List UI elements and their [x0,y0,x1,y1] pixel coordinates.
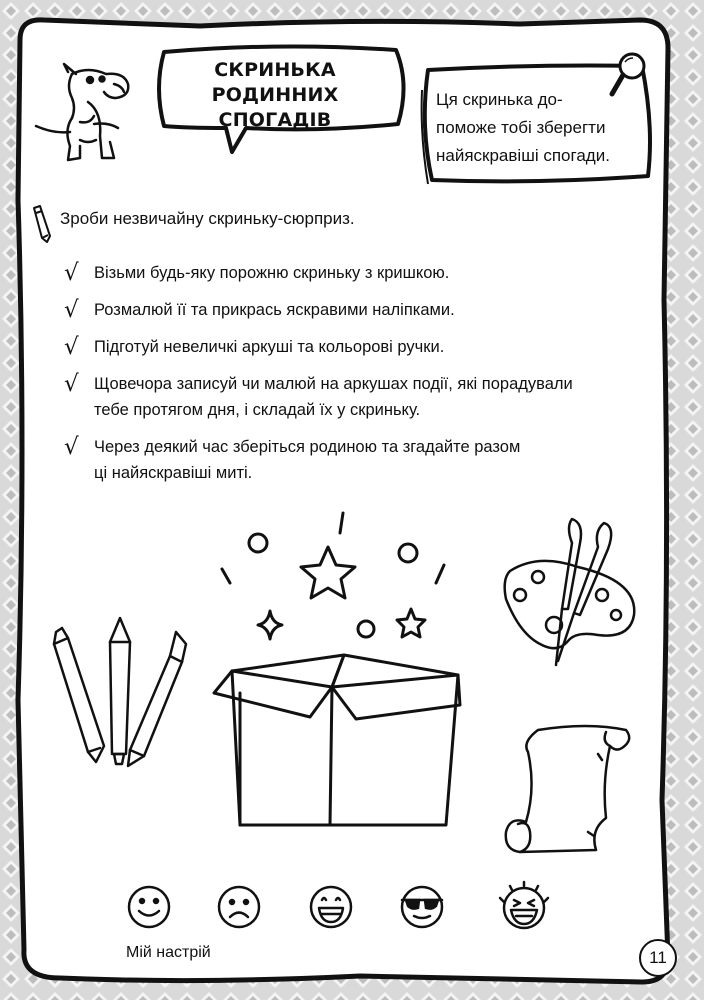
sparkle-icon [258,611,282,639]
step-4-text-line-1: Щовечора записуй чи малюй на аркушах події, які порадували [94,375,573,393]
small-star-icon [397,609,425,637]
palette-brushes-icon [498,515,646,671]
step-4-text-line-2: тебе протягом дня, і складай їх у скриньку. [94,401,421,419]
list-item [64,434,624,486]
mood-label: Мій настрій [126,944,211,961]
note-line-3: найяскравіші спогади. [436,146,610,165]
note-line-2: поможе тобі зберегти [436,118,606,137]
laugh-face-icon [496,878,552,934]
pencils-icon [48,614,193,774]
check-icon: √ [64,260,79,286]
grin-face-icon [308,884,354,930]
list-item [64,334,624,360]
list-item [64,260,624,286]
check-icon: √ [64,371,79,397]
scroll-icon [498,712,638,862]
step-1-text: Візьми будь-яку порожню скриньку з кришкою. [94,264,450,282]
note-text [436,86,646,170]
note-line-1: Ця скринька до- [436,90,563,109]
pencil-icon [28,204,54,244]
title-line-1: СКРИНЬКА РОДИННИХ [211,59,339,106]
gift-box-illustration [200,505,490,840]
step-2-text: Розмалюй її та прикрась яскравими наліпками. [94,301,455,319]
step-5-text-line-1: Через деякий час зберіться родиною та згадайте разом [94,438,521,456]
dog-mascot-icon [28,62,140,166]
sunglasses-face-icon [398,884,446,930]
step-5-text-line-2: ці найяскравіші миті. [94,464,253,482]
check-icon: √ [64,334,79,360]
star-icon [301,547,355,598]
title-line-2: СПОГАДІВ [218,109,332,131]
page-number: 11 [639,939,677,977]
smile-face-icon [126,884,172,930]
check-icon: √ [64,434,79,460]
sad-face-icon [216,884,262,930]
list-item [64,371,624,423]
steps-list [64,260,624,497]
check-icon: √ [64,297,79,323]
page-title [150,58,400,133]
intro-text: Зроби незвичайну скриньку-сюрприз. [60,209,355,228]
list-item [64,297,624,323]
step-3-text: Підготуй невеличкі аркуші та кольорові ручки. [94,338,445,356]
